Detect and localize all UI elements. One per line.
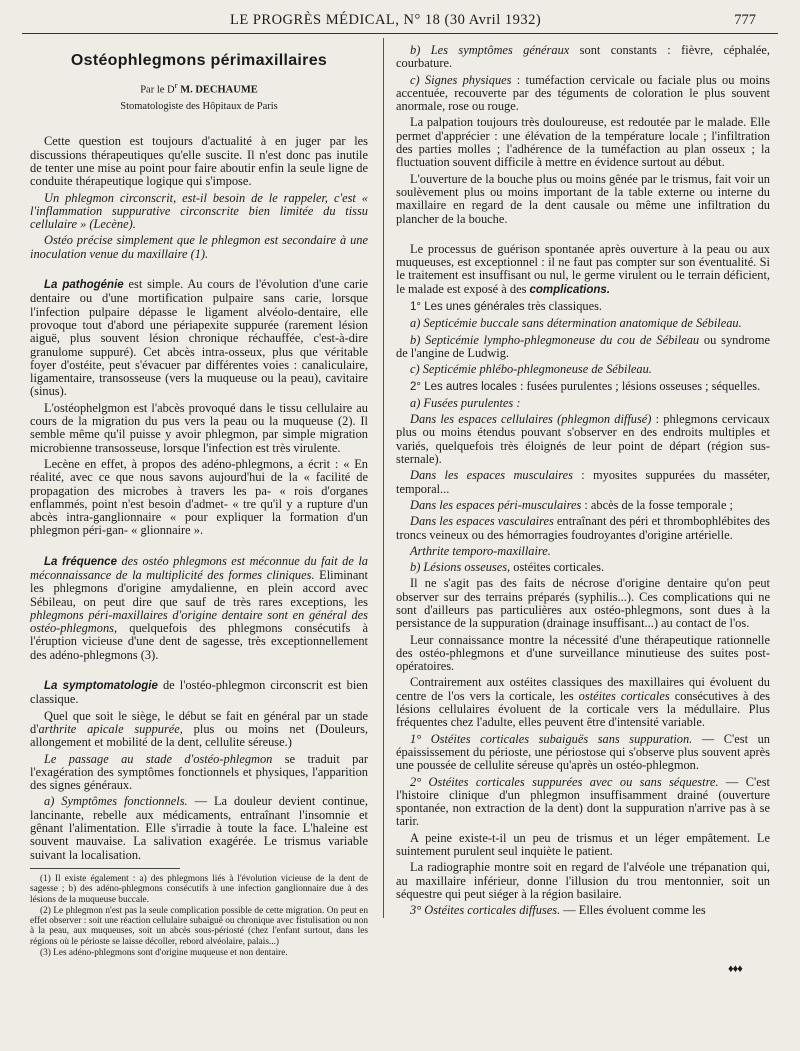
left-column — [30, 44, 368, 865]
section-heading: complications. — [529, 283, 611, 296]
byline-prefix: Par le D — [140, 84, 175, 96]
paragraph: 1° Les unes générales très classiques. — [410, 299, 603, 314]
author-name: M. DECHAUME — [180, 84, 258, 96]
section-heading: La fréquence — [44, 555, 117, 568]
footnote-rule — [30, 868, 180, 869]
running-title: LE PROGRÈS MÉDICAL, N° 18 (30 Avril 1932) — [230, 12, 542, 28]
footnote: (2) Le phlegmon n'est pas la seule complication possible de cette migration. On peut en effet observer : soit une réaction cellulaire subaiguë ou chronique avec fistulisation ou non à la peau, aux muqueuses, soit un abcès sous-périosté (chez l'enfant surtout, dans les régions où le périoste se laisse décoller, rebord alvéolaire, palais...) — [30, 905, 368, 947]
paragraph: Leur connaissance montre la nécessité d'une thérapeutique rationnelle des ostéo-phlegmons et d'une surveillance minutieuse des suites post-opératoires. — [396, 632, 770, 674]
paragraph: Un phlegmon circonscrit, est-il besoin de le rappeler, c'est « l'inflammation suppurative circonscrite bien limitée du tissu cellulaire » (Lecène). — [30, 190, 368, 232]
paragraph: 2° Ostéites corticales suppurées avec ou sans séquestre. — C'est l'histoire clinique d'un phlegmon insuffisamment drainé (ouverture spontanée, non extraction de la dent) dont la suppuration n'arrive pas à se tarir. — [396, 774, 770, 829]
paragraph: Il ne s'agit pas des faits de nécrose d'origine dentaire qu'on peut observer sur des terrains préparés (syphilis...). Ces complications qui ne sont d'ailleurs pas particulières aux ostéo-phlegmons, sont dues à la persistance de la suppuration (drainage insuffisant...) au contact de l'os. — [396, 576, 770, 631]
paragraph: a) Symptômes fonctionnels. — La douleur devient continue, lancinante, rebelle aux médicaments, entraînant l'insomnie et gênant l'alimentation. Elle s'irradie à toute la face. L'haleine est souvent mauvaise. La salivation exagérée. Le trismus variable suivant la localisation. — [30, 794, 368, 862]
subsection-heading: 2° Les autres locales — [410, 380, 517, 393]
section-heading: La pathogénie — [44, 279, 124, 292]
paragraph: a) Septicémie buccale sans détermination anatomique de Sébileau. — [410, 316, 742, 331]
paragraph: Lecène en effet, à propos des adéno-phlegmons, a écrit : « En réalité, avec ce que nous savons aujourd'hui de la « facilité de propagation des microbes à travers les pa- « rois d'organes enflammés, point n'est besoin d'admet- « tre qu'il y a rupture d'un abcès intra-ganglionnaire « pour expliquer la formation d'un phlegmon péri-gan- « glionnaire ». — [30, 456, 368, 538]
paragraph: A peine existe-t-il un peu de trismus et un léger empâtement. Le suintement purulent seul inquiète le patient. — [396, 830, 770, 859]
footnotes — [30, 874, 368, 959]
paragraph: b) Septicémie lympho-phlegmoneuse du cou de Sébileau ou syndrome de l'angine de Ludwig. — [396, 332, 771, 360]
paragraph: La palpation toujours très douloureuse, est redoutée par le malade. Elle permet d'apprécier : une élévation de la température locale ; l'infiltration des parties molles ; l'adhérence de la tuméfaction au plan osseux ; la fluctuation souvent difficile à mettre en évidence surtout au début. — [396, 115, 770, 170]
paragraph: La radiographie montre soit en regard de l'alvéole une trépanation qui, au maxillaire inférieur, donne l'illusion du trou mentonnier, soit un séquestre qui peut siéger à la région basilaire. — [396, 860, 770, 901]
article-title: Ostéophlegmons périmaxillaires — [70, 52, 328, 69]
paragraph: Le passage au stade d'ostéo-phlegmon se traduit par l'exagération des symptômes fonctionnels et physiques, l'apparition des signes généraux. — [30, 751, 368, 793]
header-rule — [22, 33, 778, 34]
paragraph: Dans les espaces péri-musculaires : abcès de la fosse temporale ; — [410, 497, 733, 512]
byline — [30, 79, 368, 97]
byline-sup: r — [174, 80, 178, 91]
paragraph: Dans les espaces vasculaires entraînant des péri et thrombophlébites des troncs veineux ou des hémorragies foudroyantes d'origine artérielle. — [396, 514, 770, 542]
continuation-ornament: ♦♦♦ — [728, 963, 742, 975]
paragraph: L'ostéophelgmon est l'abcès provoqué dans le tissu cellulaire au cours de la migration du pus vers la peau ou la muqueuse (2). Il semble même qu'il puisse y avoir phlegmon, par simple migration microbienne transosseuse, lorsque l'infection est très virulente. — [30, 400, 368, 455]
paragraph: Contrairement aux ostéites classiques des maxillaires qui évoluent du centre de l'os vers la corticale, les ostéites corticales consécutives à des lésions cellulaires évoluent de la corticale vers la médullaire. Plus fréquentes chez l'adulte, elles peuvent être d'intensité variable. — [396, 675, 770, 730]
paragraph: Dans les espaces musculaires : myosites suppurées du masséter, temporal... — [396, 468, 770, 496]
paragraph: Ostéo précise simplement que le phlegmon est secondaire à une inoculation venue du maxillaire (1). — [30, 233, 368, 261]
subsection-heading: 1° Les unes générales — [410, 301, 525, 314]
section-heading: La symptomatologie — [44, 680, 158, 693]
paragraph: Cette question est toujours d'actualité à en juger par les discussions thérapeutiques qu'elle suscite. Il n'est donc pas inutile de tenter une mise au point pour faire aboutir enfin la seule ligne de conduite thérapeutique logique qui s'impose. — [30, 134, 368, 189]
column-divider — [383, 38, 384, 918]
right-column — [396, 44, 770, 921]
paragraph: b) Les symptômes généraux sont constants : fièvre, céphalée, courbature. — [396, 43, 770, 71]
footnote: (3) Les adéno-phlegmons sont d'origine muqueuse et non dentaire. — [40, 948, 288, 959]
paragraph: La pathogénie est simple. Au cours de l'évolution d'une carie dentaire ou d'une mortification pulpaire sans carie, lorsque l'infection pulpaire dépasse le ligament alvéolo-dentaire, elle provoque tout d'abord une périapexite suppurée (rarement lésion aiguë, plus souvent lésion chronique réchauffée, c'est-à-dire granulome suppuré). Cet abcès intra-osseux, plus que véritable foyer d'ostéite, peut s'évacuer par différentes voies : canaliculaire, ligamentaire, transosseuse (vers la muqueuse ou la peau), cavitaire (sinus). — [30, 277, 369, 399]
paragraph: Arthrite temporo-maxillaire. — [410, 543, 551, 558]
paragraph: c) Septicémie phlébo-phlegmoneuse de Sébileau. — [410, 362, 652, 377]
paragraph: b) Lésions osseuses, ostéites corticales. — [410, 560, 605, 575]
paragraph: 3° Ostéites corticales diffuses. — Elles évoluent comme les — [410, 903, 706, 918]
page-number: 777 — [734, 12, 756, 28]
author-affiliation: Stomatologiste des Hôpitaux de Paris — [120, 101, 278, 113]
paragraph: Le processus de guérison spontanée après ouverture à la peau ou aux muqueuses, est exceptionnel : il ne faut pas compter sur son éventualité. Si le traitement est insuffisant ou nul, le germe virulent ou le terrain déficient, le malade est exposé à des complications. — [396, 241, 770, 296]
paragraph: L'ouverture de la bouche plus ou moins gênée par le trismus, fait voir un soulèvement plus ou moins important de la table externe ou interne du maxillaire en regard de la dent causale ou même une infiltration du plancher de la bouche. — [396, 171, 770, 226]
paragraph: 2° Les autres locales : fusées purulentes ; lésions osseuses ; séquelles. — [410, 378, 761, 393]
paragraph: La fréquence des ostéo phlegmons est méconnue du fait de la méconnaissance de la multiplicité des formes cliniques. Eliminant les phlegmons d'origine amydalienne, en plein accord avec Sébileau, on peut dire que sauf de très rares exceptions, les phlegmons péri-maxillaires d'origine dentaire sont en général des ostéo-phlegmons, quelquefois des phlegmons consécutifs à l'éruption vicieuse d'une dent de sagesse, très exceptionnellement des adéno-phlegmons (3). — [30, 553, 369, 662]
paragraph: c) Signes physiques : tuméfaction cervicale ou faciale plus ou moins accentuée, recouverte par des téguments de coloration le plus souvent anormale, rose ou rouge. — [396, 72, 770, 114]
paragraph: Dans les espaces cellulaires (phlegmon diffusé) : phlegmons cervicaux plus ou moins étendus pouvant s'observer en des endroits multiples et variés, quelquefois très éloignés de leur point de départ (région sus-sternale). — [396, 412, 770, 467]
paragraph: La symptomatologie de l'ostéo-phlegmon circonscrit est bien classique. — [30, 678, 368, 707]
paragraph: 1° Ostéites corticales subaiguës sans suppuration. — C'est un épaississement du périoste, une périostose qui s'observe plus souvent après une poussée de cellulite séreuse qu'après un ostéo-phlegmon. — [396, 731, 770, 773]
running-header — [0, 12, 800, 34]
footnote: (1) Il existe également : a) des phlegmons liés à l'évolution vicieuse de la dent de sagesse ; b) des adéno-phlegmons consécutifs à une infection ganglionnaire due à des lésions de la muqueuse buccale. — [30, 874, 368, 905]
paragraph: a) Fusées purulentes : — [410, 395, 521, 410]
paragraph: Quel que soit le siège, le début se fait en général par un stade d'arthrite apicale suppurée, plus ou moins net (Douleurs, allongement et mobilité de la dent, cellulite séreuse.) — [30, 708, 368, 750]
